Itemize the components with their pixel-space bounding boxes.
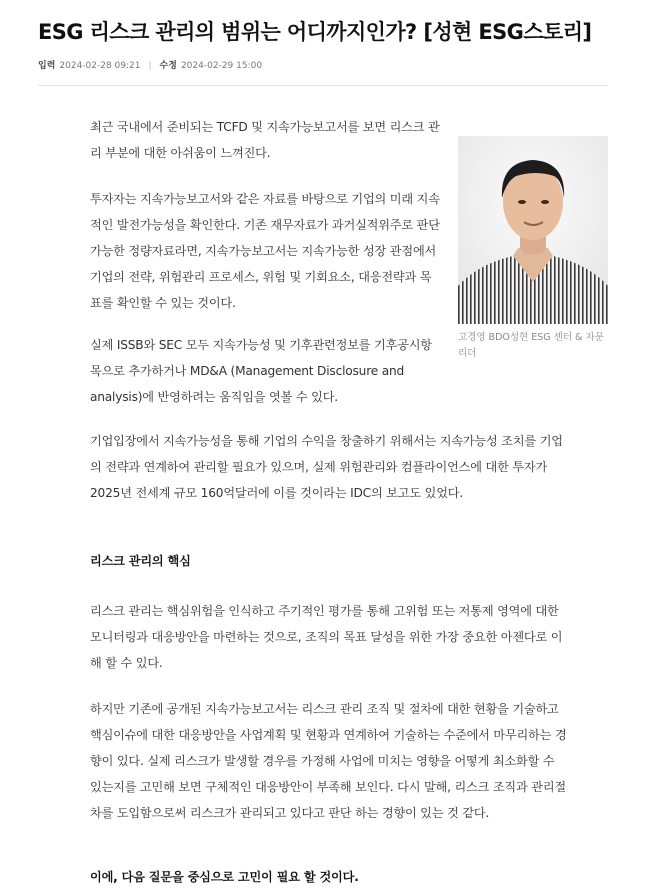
paragraph-investors: 투자자는 지속가능보고서와 같은 자료를 바탕으로 기업의 미래 지속적인 발전가능성을 확인한다. 기존 재무자료가 과거실적위주로 판단 가능한 정량자료라면, 지속가능보고서는 지속가능한 성장 관점에서 기업의 전략, 위험관리 프로세스, 위험 및 기회요소, 대응전략과 목표를 확인할 수 있는 것이다. [90,192,440,310]
meta-divider: | [148,61,152,71]
header-divider [38,85,608,86]
paragraph-closing-question: 이에, 다음 질문을 중심으로 고민이 필요 할 것이다. [90,870,359,884]
modified-label: 수정 [159,61,177,71]
paragraph-risk-management: 리스크 관리는 핵심위험을 인식하고 주기적인 평가를 통해 고위험 또는 저통제 영역에 대한 모니터링과 대응방안을 마련하는 것으로, 조직의 목표 달성을 위한 가장 중요한 아젠다로 이해 할 수 있다. [90,604,563,670]
portrait-photo [458,136,608,324]
modified-date: 2024-02-29 15:00 [180,61,263,71]
portrait-icon [458,136,608,324]
published-label: 입력 [38,61,56,71]
photo-caption: 고경영 BDO성현 ESG 센터 & 자문 리더 [458,332,604,359]
paragraph-intro: 최근 국내에서 준비되는 TCFD 및 지속가능보고서를 보면 리스크 관리 부분에 대한 아쉬움이 느껴진다. [90,120,440,160]
article-headline: ESG 리스크 관리의 범위는 어디까지인가? [성현 ESG스토리] [38,20,592,44]
paragraph-issb-sec: 실제 ISSB와 SEC 모두 지속가능성 및 기후관련정보를 기후공시항목으로 추가하거나 MD&A (Management Disclosure and analysis)에 반영하려는 움직임을 엿볼 수 있다. [90,338,432,404]
paragraph-company-view: 기업입장에서 지속가능성을 통해 기업의 수익을 창출하기 위해서는 지속가능성 조치를 기업의 전략과 연계하여 관리할 필요가 있으며, 실제 위험관리와 컴플라이언스에 대한 투자가 2025년 전세계 규모 160억달러에 이를 것이라는 IDC의 보고도 있었다. [90,434,563,500]
section-heading-risk-core: 리스크 관리의 핵심 [90,554,191,568]
paragraph-existing-reports: 하지만 기존에 공개된 지속가능보고서는 리스크 관리 조직 및 절차에 대한 현황을 기술하고 핵심이슈에 대한 대응방안을 사업계획 및 현황과 연계하여 기술하는 수준에서 마무리하는 경향이 있다. 실제 리스크가 발생할 경우를 가정해 사업에 미치는 영향을 어떻게 최소화할 수 있는지를 고민해 보면 구체적인 대응방안이 부족해 보인다. 다시 말해, 리스크 조직과 관리절차를 도입함으로써 리스크가 관리되고 있다고 판단 하는 경향이 있는 것 같다. [90,702,567,820]
article-meta [38,58,262,71]
published-date: 2024-02-28 09:21 [59,61,141,71]
